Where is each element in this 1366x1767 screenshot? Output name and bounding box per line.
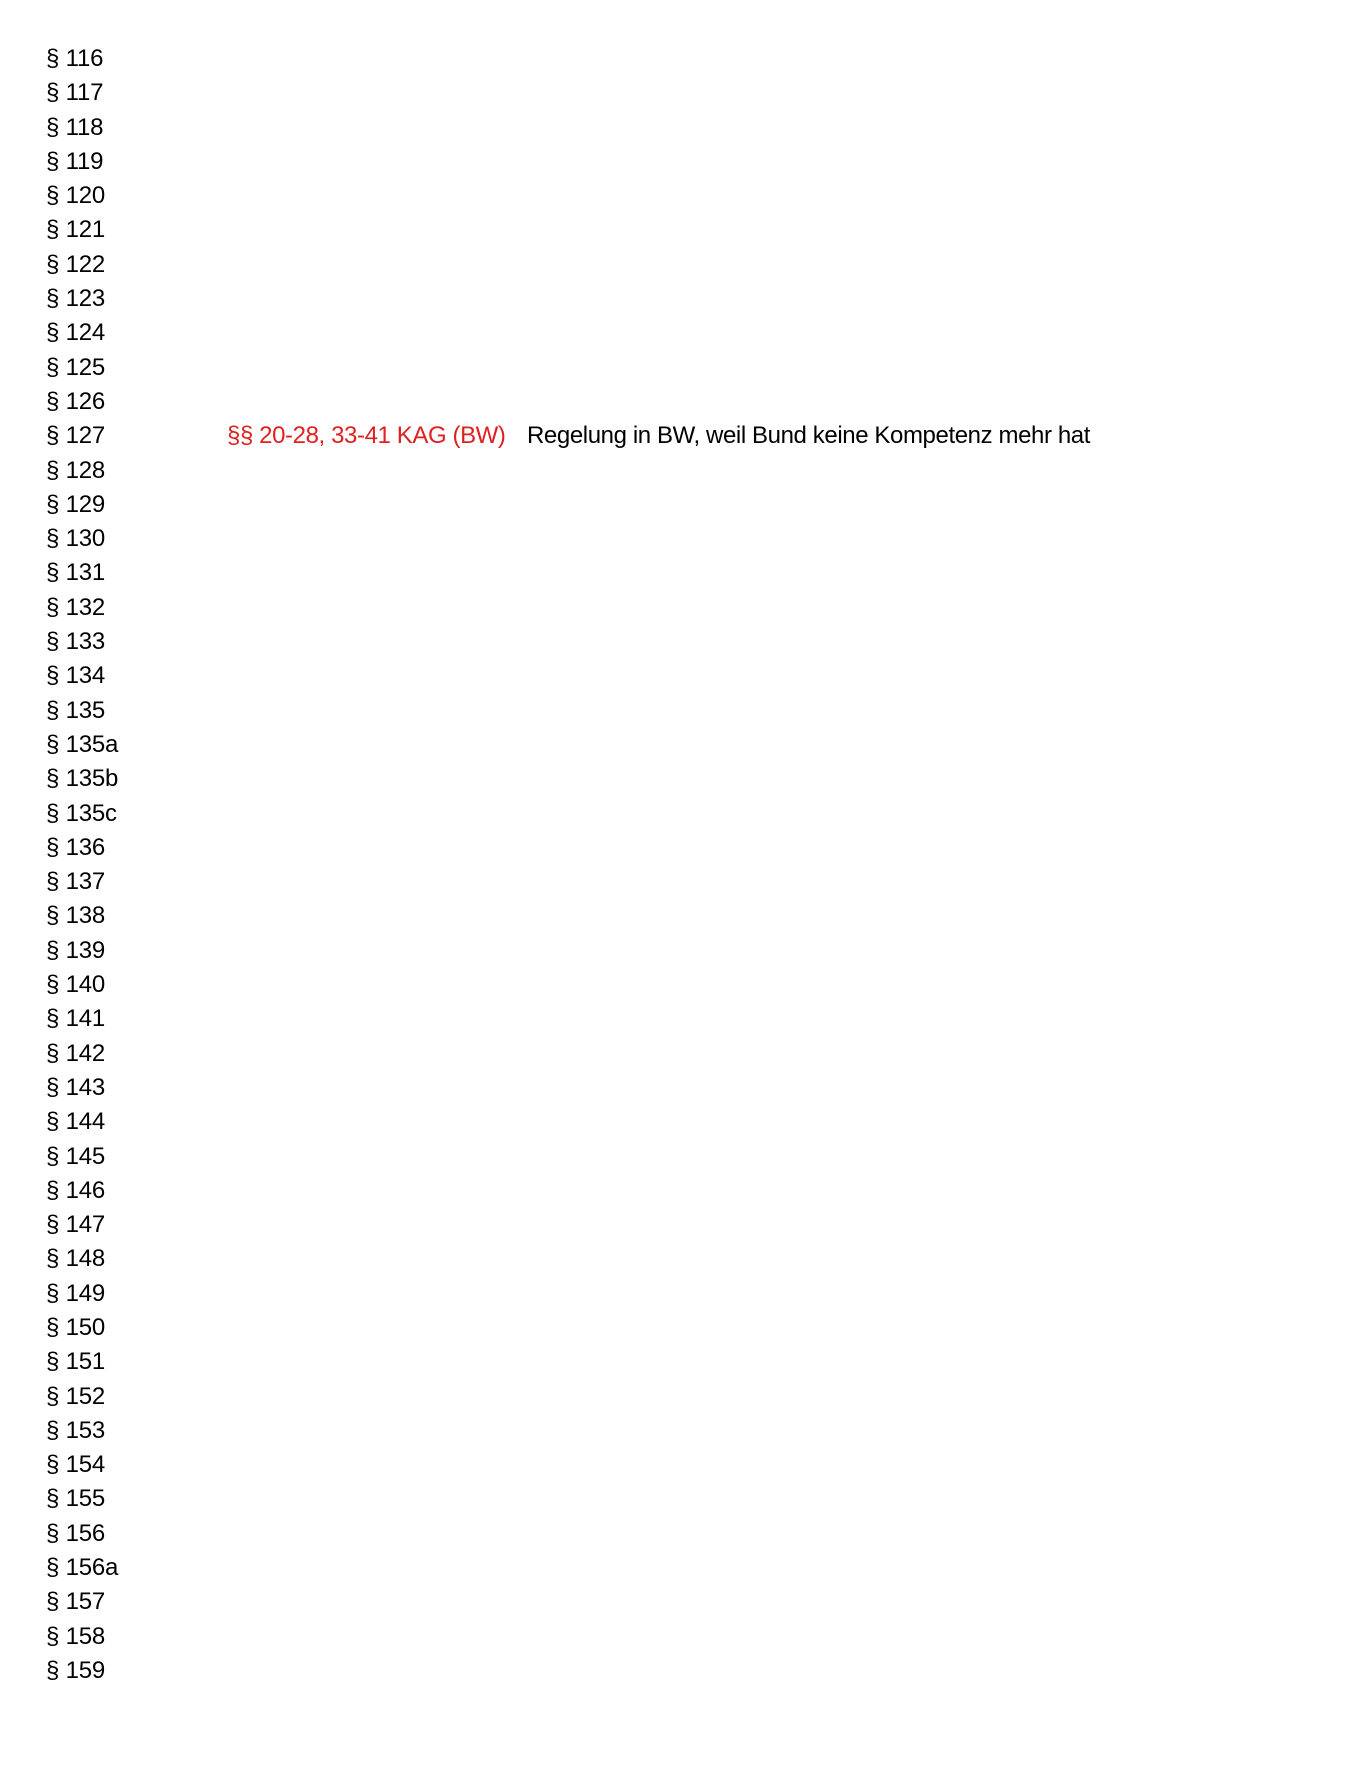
list-item (46, 831, 226, 865)
paragraph-number: § 153 (46, 1416, 106, 1444)
list-item (46, 899, 226, 933)
paragraph-number: § 159 (46, 1656, 106, 1684)
paragraph-number: § 135b (46, 765, 119, 793)
list-item (46, 1482, 226, 1516)
paragraph-number: § 146 (46, 1176, 106, 1204)
list-item (46, 625, 226, 659)
list-item (46, 145, 226, 179)
paragraph-number: § 132 (46, 593, 106, 621)
list-item (46, 865, 226, 899)
paragraph-number: § 155 (46, 1485, 106, 1513)
list-item (46, 762, 226, 796)
list-item (46, 1620, 226, 1654)
list-item (46, 1345, 226, 1379)
paragraph-number: § 126 (46, 387, 106, 415)
list-item (46, 1242, 226, 1276)
note-text: Regelung in BW, weil Bund keine Kompetenz mehr hat (527, 422, 1090, 450)
paragraph-number: § 150 (46, 1313, 106, 1341)
list-item (46, 1277, 226, 1311)
list-item (46, 1037, 226, 1071)
list-item (46, 1414, 226, 1448)
paragraph-number: § 140 (46, 971, 106, 999)
list-item (46, 1105, 226, 1139)
list-item (46, 556, 226, 590)
paragraph-number: § 117 (46, 79, 104, 107)
list-item (46, 454, 226, 488)
paragraph-number: § 141 (46, 1005, 106, 1033)
paragraph-number: § 149 (46, 1279, 106, 1307)
paragraph-number: § 143 (46, 1073, 106, 1101)
paragraph-number: § 136 (46, 833, 106, 861)
list-item (46, 1517, 226, 1551)
paragraph-number: § 133 (46, 628, 106, 656)
list-item (46, 488, 226, 522)
list-item (46, 1585, 226, 1619)
list-item (46, 1071, 226, 1105)
list-item (46, 111, 226, 145)
paragraph-number: § 135 (46, 696, 106, 724)
list-item (46, 1380, 226, 1414)
list-item (46, 385, 226, 419)
paragraph-number: § 135c (46, 799, 117, 827)
paragraph-number: § 145 (46, 1142, 106, 1170)
paragraph-number: § 138 (46, 902, 106, 930)
list-item (46, 934, 226, 968)
paragraph-number: § 122 (46, 250, 106, 278)
list-item (46, 1551, 226, 1585)
paragraph-number: § 120 (46, 182, 106, 210)
paragraph-number: § 128 (46, 456, 106, 484)
paragraph-number: § 158 (46, 1622, 106, 1650)
list-item (46, 522, 226, 556)
reference-text: §§ 20-28, 33-41 KAG (BW) (227, 422, 506, 450)
paragraph-number: § 139 (46, 936, 106, 964)
paragraph-number: § 156 (46, 1519, 106, 1547)
list-item (46, 1654, 226, 1688)
paragraph-number: § 157 (46, 1588, 106, 1616)
paragraph-number: § 137 (46, 868, 106, 896)
paragraph-number: § 151 (46, 1348, 106, 1376)
list-item (46, 1448, 226, 1482)
paragraph-number: § 148 (46, 1245, 106, 1273)
paragraph-list (46, 42, 1090, 1688)
list-item (46, 1174, 226, 1208)
paragraph-number: § 127 (46, 422, 106, 450)
list-item (46, 728, 226, 762)
paragraph-number: § 135a (46, 730, 119, 758)
list-item (46, 42, 226, 76)
paragraph-number: § 152 (46, 1382, 106, 1410)
paragraph-number: § 116 (46, 45, 104, 72)
list-item (46, 1002, 226, 1036)
list-item (46, 694, 226, 728)
list-item (46, 591, 226, 625)
paragraph-number: § 121 (46, 216, 106, 244)
list-item (46, 76, 226, 110)
paragraph-number: § 142 (46, 1039, 106, 1067)
list-item (46, 316, 226, 350)
list-item (46, 1311, 226, 1345)
paragraph-number: § 129 (46, 490, 106, 518)
paragraph-number: § 131 (46, 559, 106, 587)
list-item (46, 659, 226, 693)
paragraph-number: § 119 (46, 147, 104, 175)
paragraph-number: § 144 (46, 1108, 106, 1136)
list-item (46, 213, 226, 247)
paragraph-number: § 118 (46, 113, 104, 141)
list-item (46, 351, 226, 385)
paragraph-number: § 154 (46, 1451, 106, 1479)
list-item (46, 1140, 226, 1174)
list-item (46, 968, 226, 1002)
list-item (46, 179, 226, 213)
list-item (46, 282, 226, 316)
paragraph-number: § 125 (46, 353, 106, 381)
paragraph-number: § 124 (46, 319, 106, 347)
list-item (46, 797, 226, 831)
paragraph-number: § 134 (46, 662, 106, 690)
paragraph-number: § 123 (46, 285, 106, 313)
list-item (46, 248, 226, 282)
paragraph-number: § 147 (46, 1211, 106, 1239)
paragraph-number: § 130 (46, 525, 106, 553)
list-item (46, 1208, 226, 1242)
list-item (46, 419, 1090, 453)
paragraph-number: § 156a (46, 1554, 119, 1582)
